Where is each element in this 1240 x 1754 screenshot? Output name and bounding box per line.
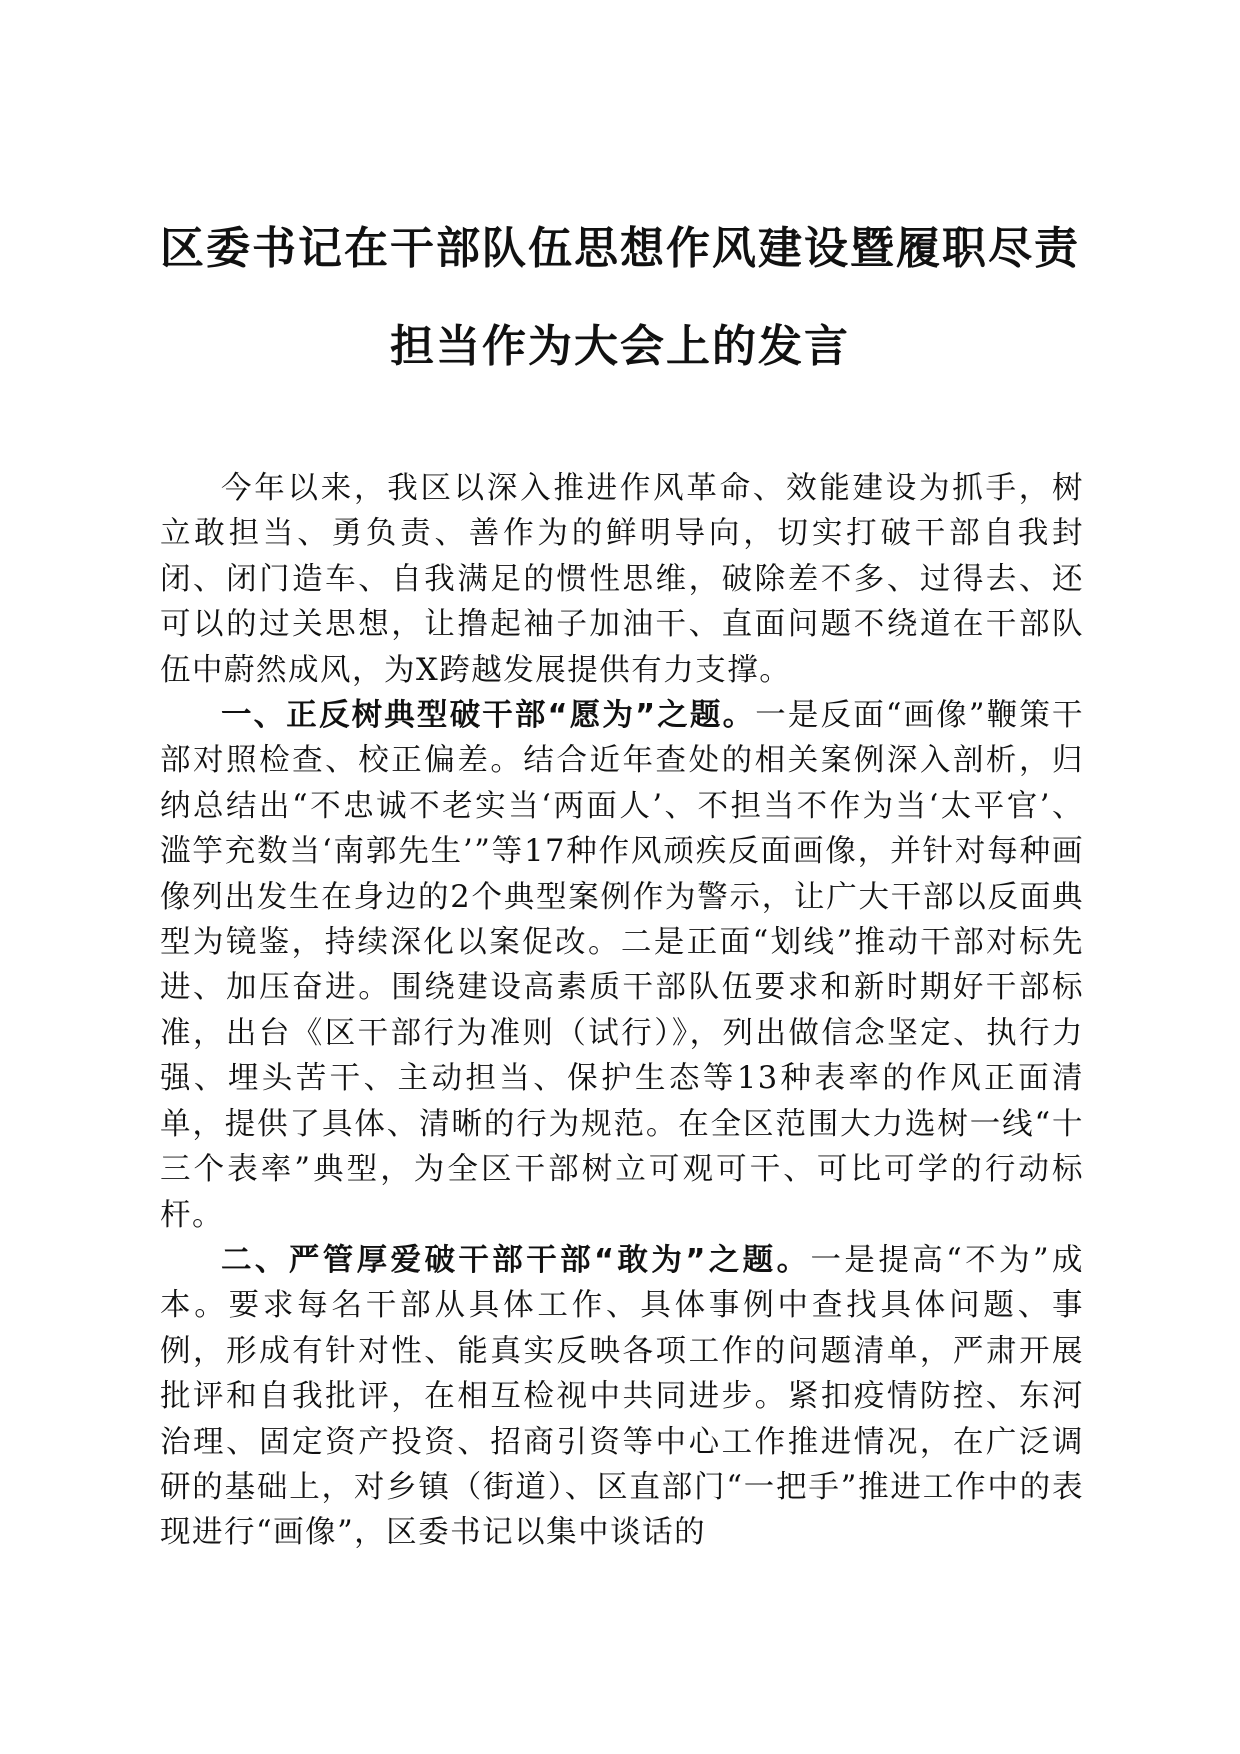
paragraph-text: 今年以来，我区以深入推进作风革命、效能建设为抓手，树立敢担当、勇负责、善作为的鲜明导向，切实打破干部自我封闭、闭门造车、自我满足的惯性思维，破除差不多、过得去、还可以的过关思想，让撸起袖子加油干、直面问题不绕道在干部队伍中蔚然成风，为X跨越发展提供有力支撑。 <box>160 471 1084 688</box>
section-heading: 二、严管厚爱破干部干部“敢为”之题。 <box>221 1242 811 1278</box>
document-title <box>150 222 1090 374</box>
document-body <box>160 466 1084 1556</box>
title-line-1: 区委书记在干部队伍思想作风建设暨履职尽责 <box>160 223 1080 274</box>
paragraph-text: 一是提高“不为”成本。要求每名干部从具体工作、具体事例中查找具体问题、事例，形成有针对性、能真实反映各项工作的问题清单，严肃开展批评和自我批评，在相互检视中共同进步。紧扣疫情防控、东河治理、固定资产投资、招商引资等中心工作推进情况，在广泛调研的基础上，对乡镇（街道）、区直部门“一把手”推进工作中的表现进行“画像”，区委书记以集中谈话的 <box>160 1242 1084 1551</box>
paragraph-section-1 <box>160 693 1084 1238</box>
section-heading: 一、正反树典型破干部“愿为”之题。 <box>221 698 756 734</box>
title-line-2: 担当作为大会上的发言 <box>390 321 850 372</box>
paragraph-intro <box>160 466 1084 693</box>
paragraph-section-2 <box>160 1238 1084 1556</box>
paragraph-text: 一是反面“画像”鞭策干部对照检查、校正偏差。结合近年查处的相关案例深入剖析，归纳总结出“不忠诚不老实当‘两面人’、不担当不作为当‘太平官’、滥竽充数当‘南郭先生’”等17种作风顽疾反面画像，并针对每种画像列出发生在身边的2个典型案例作为警示，让广大干部以反面典型为镜鉴，持续深化以案促改。二是正面“划线”推动干部对标先进、加压奋进。围绕建设高素质干部队伍要求和新时期好干部标准，出台《区干部行为准则（试行）》，列出做信念坚定、执行力强、埋头苦干、主动担当、保护生态等13种表率的作风正面清单，提供了具体、清晰的行为规范。在全区范围大力选树一线“十三个表率”典型，为全区干部树立可观可干、可比可学的行动标杆。 <box>160 698 1084 1233</box>
